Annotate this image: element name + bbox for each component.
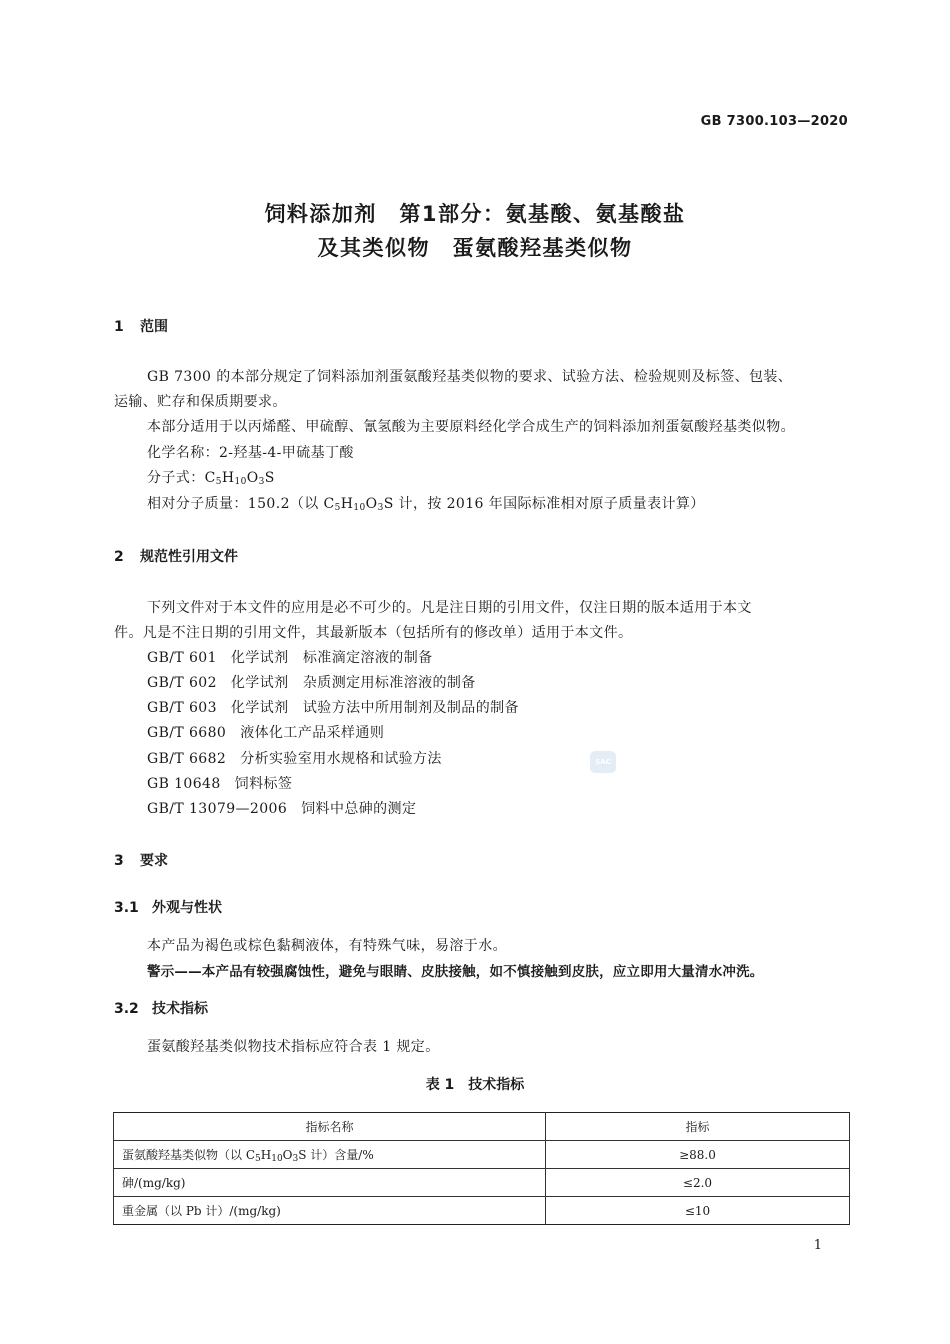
page-number: 1 <box>813 1238 822 1253</box>
reference-code: GB 10648 <box>147 776 221 792</box>
reference-code: GB/T 601 <box>147 650 217 666</box>
formula-c: C <box>245 1148 256 1162</box>
subsection-number: 3.1 <box>114 900 139 916</box>
table-cell-value: ≤2.0 <box>546 1169 850 1197</box>
document-title-line2: 及其类似物 蛋氨酸羟基类似物 <box>317 236 633 260</box>
mw-prefix: 相对分子质量：150.2（以 <box>147 496 324 512</box>
row1-prefix: 蛋氨酸羟基类似物（以 <box>122 1148 246 1162</box>
formula-h: H <box>340 496 354 512</box>
formula-o-count: 3 <box>258 477 265 487</box>
reference-title: 饲料中总砷的测定 <box>301 801 417 817</box>
table-cell-name: 砷/(mg/kg) <box>114 1169 546 1197</box>
table-cell-name: 重金属（以 Pb 计）/(mg/kg) <box>114 1197 546 1225</box>
formula-h-count: 10 <box>234 477 247 487</box>
chemical-name: 化学名称：2-羟基-4-甲硫基丁酸 <box>147 445 354 461</box>
formula-c: C <box>204 470 216 486</box>
formula-c-count: 5 <box>215 477 222 487</box>
formula-h-count: 10 <box>271 1154 283 1164</box>
formula-o: O <box>246 470 259 486</box>
formula-o: O <box>282 1148 293 1162</box>
formula-label: 分子式： <box>147 470 205 486</box>
formula-s: S <box>264 470 275 486</box>
section-heading-scope <box>114 316 168 336</box>
formula-s: S <box>383 496 394 512</box>
reference-code: GB/T 602 <box>147 675 217 691</box>
scope-applicability: 本部分适用于以丙烯醛、甲硫醇、氰氢酸为主要原料经化学合成生产的饲料添加剂蛋氨酸羟基类似物。 <box>147 419 795 435</box>
appearance-text: 本产品为褐色或棕色黏稠液体，有特殊气味，易溶于水。 <box>147 938 507 954</box>
scope-paragraph-line2: 运输、贮存和保质期要求。 <box>114 394 287 410</box>
references-intro-line2: 件。凡是不注日期的引用文件，其最新版本（包括所有的修改单）适用于本文件。 <box>114 625 633 641</box>
subsection-heading-appearance <box>114 897 222 917</box>
section-number: 3 <box>114 853 124 869</box>
table-row <box>114 1169 850 1197</box>
formula-h-count: 10 <box>353 503 366 513</box>
reference-title: 化学试剂 试验方法中所用制剂及制品的制备 <box>230 700 519 716</box>
formula-c-count: 5 <box>334 503 341 513</box>
table-cell-name <box>114 1141 546 1169</box>
table-header-row <box>114 1113 850 1141</box>
formula-c-count: 5 <box>255 1154 261 1164</box>
scope-paragraph-line1: GB 7300 的本部分规定了饲料添加剂蛋氨酸羟基类似物的要求、试验方法、检验规则及标签、包装、 <box>147 369 793 385</box>
reference-item <box>147 722 384 742</box>
formula-s: S <box>298 1148 307 1162</box>
row1-suffix: 计）含量/% <box>306 1148 374 1162</box>
document-title-line1: 饲料添加剂 第1部分：氨基酸、氨基酸盐 <box>264 202 686 226</box>
reference-item <box>147 697 519 717</box>
formula-o: O <box>365 496 378 512</box>
reference-code: GB/T 13079—2006 <box>147 801 288 817</box>
molecular-weight <box>147 493 705 513</box>
subsection-heading-technical-indicators <box>114 998 208 1018</box>
reference-title: 分析实验室用水规格和试验方法 <box>240 751 442 767</box>
standard-number: GB 7300.103—2020 <box>700 114 848 129</box>
table-header-cell: 指标名称 <box>114 1113 546 1141</box>
reference-title: 饲料标签 <box>234 776 293 792</box>
formula-o-count: 3 <box>292 1154 299 1164</box>
reference-item <box>147 798 416 818</box>
section-title: 范围 <box>140 319 168 335</box>
reference-item <box>147 748 442 768</box>
subsection-title: 技术指标 <box>152 1001 208 1017</box>
reference-title: 液体化工产品采样通则 <box>240 725 385 741</box>
table-cell-value: ≥88.0 <box>546 1141 850 1169</box>
section-number: 2 <box>114 549 124 565</box>
section-heading-normative-references <box>114 546 238 566</box>
mw-suffix: 计，按 2016 年国际标准相对原子质量表计算） <box>393 496 705 512</box>
table-row <box>114 1141 850 1169</box>
reference-item <box>147 773 292 793</box>
table-header-cell: 指标 <box>546 1113 850 1141</box>
section-number: 1 <box>114 319 124 335</box>
reference-title: 化学试剂 杂质测定用标准溶液的制备 <box>230 675 476 691</box>
technical-indicators-text: 蛋氨酸羟基类似物技术指标应符合表 1 规定。 <box>147 1039 440 1055</box>
formula-o-count: 3 <box>377 503 384 513</box>
formula-c: C <box>323 496 335 512</box>
section-heading-requirements <box>114 850 168 870</box>
formula-h: H <box>221 470 235 486</box>
section-title: 规范性引用文件 <box>140 549 238 565</box>
table-caption: 表 1 技术指标 <box>425 1077 525 1093</box>
technical-indicators-table <box>113 1112 850 1225</box>
references-intro-line1: 下列文件对于本文件的应用是必不可少的。凡是注日期的引用文件，仅注日期的版本适用于本文 <box>147 600 752 616</box>
reference-code: GB/T 6680 <box>147 725 227 741</box>
reference-item <box>147 672 476 692</box>
table-row <box>114 1197 850 1225</box>
reference-item <box>147 647 433 667</box>
formula-h: H <box>260 1148 272 1162</box>
table-cell-value: ≤10 <box>546 1197 850 1225</box>
section-title: 要求 <box>140 853 168 869</box>
warning-text: 警示——本产品有较强腐蚀性，避免与眼睛、皮肤接触，如不慎接触到皮肤，应立即用大量清水冲洗。 <box>147 964 764 980</box>
sac-watermark-logo: SAC <box>590 751 616 773</box>
subsection-number: 3.2 <box>114 1001 139 1017</box>
molecular-formula <box>147 467 275 487</box>
reference-code: GB/T 6682 <box>147 751 227 767</box>
subsection-title: 外观与性状 <box>152 900 222 916</box>
reference-title: 化学试剂 标准滴定溶液的制备 <box>230 650 433 666</box>
reference-code: GB/T 603 <box>147 700 217 716</box>
